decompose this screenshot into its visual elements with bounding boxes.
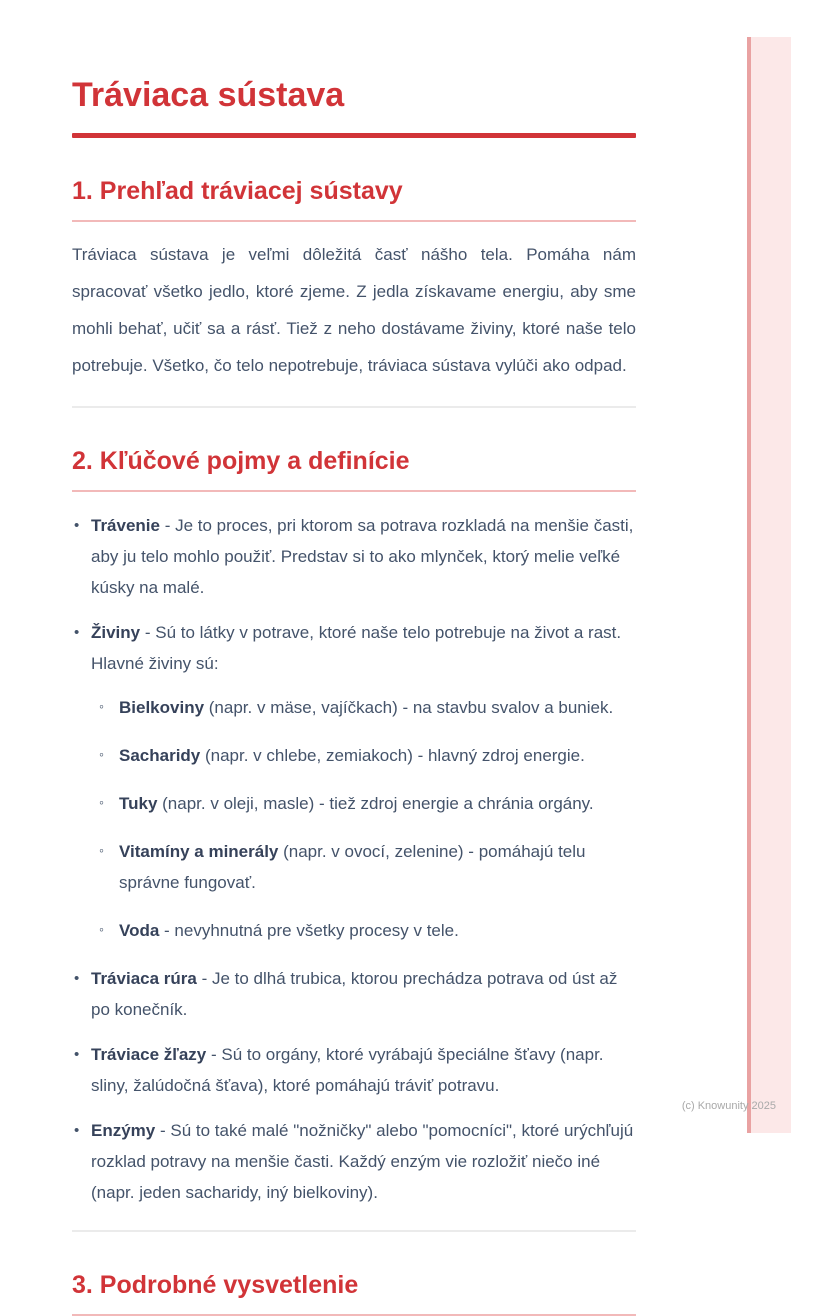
term-definition: (napr. v mäse, vajíčkach) - na stavbu svalov a buniek. [204, 698, 614, 717]
term-name: Tráviaca rúra [91, 969, 197, 988]
term-definition: (napr. v oleji, masle) - tiež zdroj energie a chránia orgány. [157, 794, 594, 813]
sublist-item-vitaminy [99, 836, 636, 898]
key-terms-list [72, 510, 636, 1208]
term-name: Voda [119, 921, 160, 940]
nutrients-sublist [99, 692, 636, 946]
section-3-heading: 3. Podrobné vysvetlenie [72, 1271, 359, 1299]
sublist-item-bielkoviny [99, 692, 636, 723]
term-name: Vitamíny a minerály [119, 842, 279, 861]
term-name: Živiny [91, 623, 141, 642]
term-definition: - nevyhnutná pre všetky procesy v tele. [159, 921, 459, 940]
term-definition: (napr. v chlebe, zemiakoch) - hlavný zdroj energie. [200, 746, 585, 765]
sublist-item-sacharidy [99, 740, 636, 771]
list-item-travenie [72, 510, 636, 603]
section-divider-2 [72, 1230, 636, 1232]
term-definition: - Sú to také malé "nožničky" alebo "pomocníci", ktoré urýchľujú rozklad potravy na menšie časti. Každý enzým vie rozložiť niečo iné (napr. jeden sacharidy, iný bielkoviny). [91, 1121, 634, 1202]
document-content [72, 0, 636, 1316]
term-name: Bielkoviny [119, 698, 205, 717]
list-item-ziviny [72, 617, 636, 946]
copyright-footer: (c) Knowunity 2025 [681, 1100, 776, 1112]
sublist-item-voda [99, 915, 636, 946]
term-definition: - Sú to orgány, ktoré vyrábajú špeciálne šťavy (napr. sliny, žalúdočná šťava), ktoré pomáhajú tráviť potravu. [91, 1045, 604, 1095]
section-1-underline [72, 220, 636, 222]
term-definition: - Je to dlhá trubica, ktorou prechádza potrava od úst až po konečník. [91, 969, 618, 1019]
right-margin-stripe [747, 37, 791, 1133]
section-2-heading: 2. Kľúčové pojmy a definície [72, 447, 410, 475]
term-name: Tráviace žľazy [91, 1045, 207, 1064]
list-item-traviace-zlazy [72, 1039, 636, 1101]
term-definition: - Sú to látky v potrave, ktoré naše telo potrebuje na život a rast. Hlavné živiny sú: [91, 623, 622, 673]
section-1-heading: 1. Prehľad tráviacej sústavy [72, 177, 403, 205]
list-item-enzymy [72, 1115, 636, 1208]
section-divider-1 [72, 406, 636, 408]
term-name: Sacharidy [119, 746, 201, 765]
page-title: Tráviaca sústava [72, 76, 345, 114]
term-definition: - Je to proces, pri ktorom sa potrava rozkladá na menšie časti, aby ju telo mohlo použiť. Predstav si to ako mlynček, ktorý melie veľké kúsky na malé. [91, 516, 634, 597]
term-name: Tuky [119, 794, 158, 813]
title-rule [72, 133, 636, 138]
sublist-item-tuky [99, 788, 636, 819]
term-name: Enzýmy [91, 1121, 156, 1140]
section-1-paragraph: Tráviaca sústava je veľmi dôležitá časť nášho tela. Pomáha nám spracovať všetko jedlo, ktoré zjeme. Z jedla získavame energiu, aby sme mohli behať, učiť sa a rásť. Tiež z neho dostávame živiny, ktoré naše telo potrebuje. Všetko, čo telo nepotrebuje, tráviaca sústava vylúči ako odpad. [72, 245, 636, 375]
list-item-traviaca-rura [72, 963, 636, 1025]
section-2-underline [72, 490, 636, 492]
term-name: Trávenie [91, 516, 160, 535]
term-definition: (napr. v ovocí, zelenine) - pomáhajú telu správne fungovať. [119, 842, 586, 892]
